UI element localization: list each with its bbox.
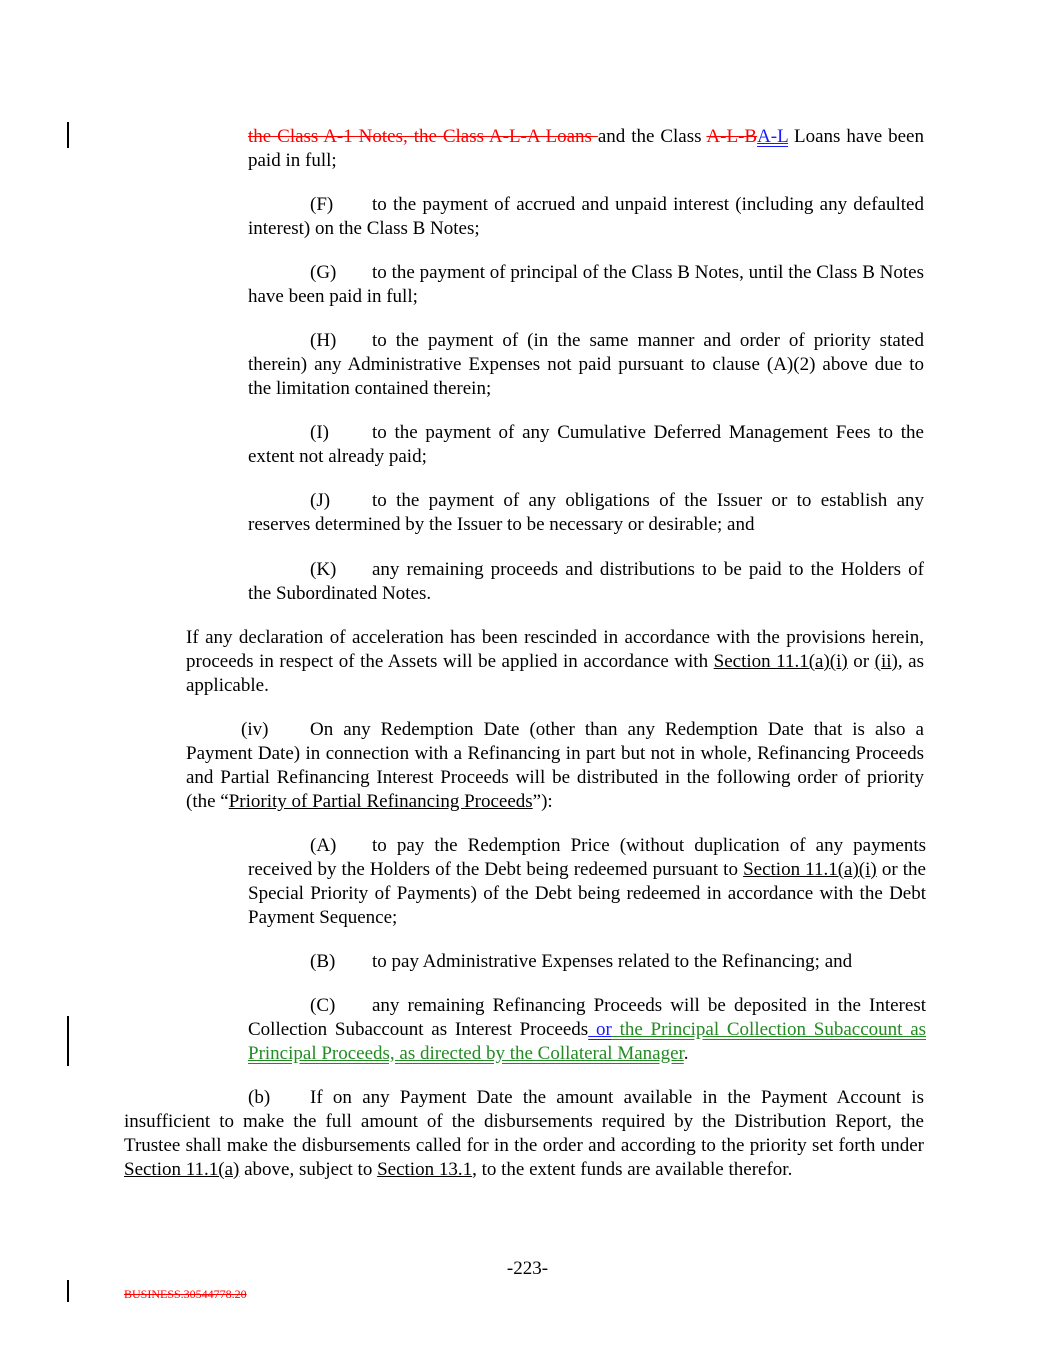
section-reference: Section 13.1 [377,1159,473,1180]
change-bar [67,1016,69,1066]
inserted-text: A-L [757,126,789,147]
change-bar [67,122,69,148]
section-reference: Section 11.1(a)(i) [743,859,877,880]
section-reference: Section 11.1(a)(i) [713,651,848,672]
clause-iv: (iv) On any Redemption Date (other than any Redemption Date that is also a Payment Date) in connection with a Refinancing in part but not in whole, Refinancing Proceeds and Partial Refinancing Interest Proceeds will be distributed in the following order of priority (the “Priority of Partial Refinancing Proceeds”): [186,719,924,812]
inserted-text: the Principal Collection Subaccount as Principal Proceeds, as directed by the Collateral Manager [248,1019,927,1064]
footer-document-id: BUSINESS.30544778.20 [124,1287,247,1301]
clause-b-lower: (b) If on any Payment Date the amount available in the Payment Account is insufficient to make the full amount of the disbursements required by the Distribution Report, the Trustee shall make the disbursements called for in the order and according to the priority set forth under Section 11.1(a) above, subject to Section 13.1, to the extent funds are available therefor. [124,1087,924,1180]
page-number: -223- [506,1258,549,1279]
clause-k: (K) any remaining proceeds and distributions to be paid to the Holders of the Subordinated Notes. [248,559,924,604]
change-bar [67,1280,69,1302]
clause-h: (H) to the payment of (in the same manner and order of priority stated therein) any Administrative Expenses not paid pursuant to clause (A)(2) above due to the limitation contained therein; [248,330,924,399]
clause-e-tail: the Class A-1 Notes, the Class A-L-A Loans and the Class A-L-BA-L Loans have been paid in full; [248,126,924,171]
clause-b: (B) to pay Administrative Expenses related to the Refinancing; and [310,951,853,972]
clause-g: (G) to the payment of principal of the Class B Notes, until the Class B Notes have been paid in full; [248,262,924,307]
clause-f: (F) to the payment of accrued and unpaid interest (including any defaulted interest) on the Class B Notes; [248,194,924,239]
clause-c: (C) any remaining Refinancing Proceeds will be deposited in the Interest Collection Subaccount as Interest Proceeds or the Principal Collection Subaccount as Principal Proceeds, as directed by the Collateral Manager. [248,995,927,1064]
deleted-text: the Class A-1 Notes, the Class A-L-A Loans [248,126,598,147]
section-reference: (ii) [874,651,898,672]
section-reference: Section 11.1(a) [124,1159,240,1180]
clause-j: (J) to the payment of any obligations of the Issuer or to establish any reserves determined by the Issuer to be necessary or desirable; and [248,490,924,535]
inserted-text: or [588,1019,612,1040]
defined-term: Priority of Partial Refinancing Proceeds [228,791,533,812]
clause-a: (A) to pay the Redemption Price (without duplication of any payments received by the Holders of the Debt being redeemed pursuant to Section 11.1(a)(i) or the Special Priority of Payments) of the Debt being redeemed in accordance with the Debt Payment Sequence; [248,835,926,928]
acceleration-paragraph: If any declaration of acceleration has been rescinded in accordance with the provisions herein, proceeds in respect of the Assets will be applied in accordance with Section 11.1(a)(i) or (ii), as applicable. [186,627,925,696]
clause-i: (I) to the payment of any Cumulative Deferred Management Fees to the extent not already paid; [248,422,924,467]
deleted-text: A-L-B [706,126,758,147]
